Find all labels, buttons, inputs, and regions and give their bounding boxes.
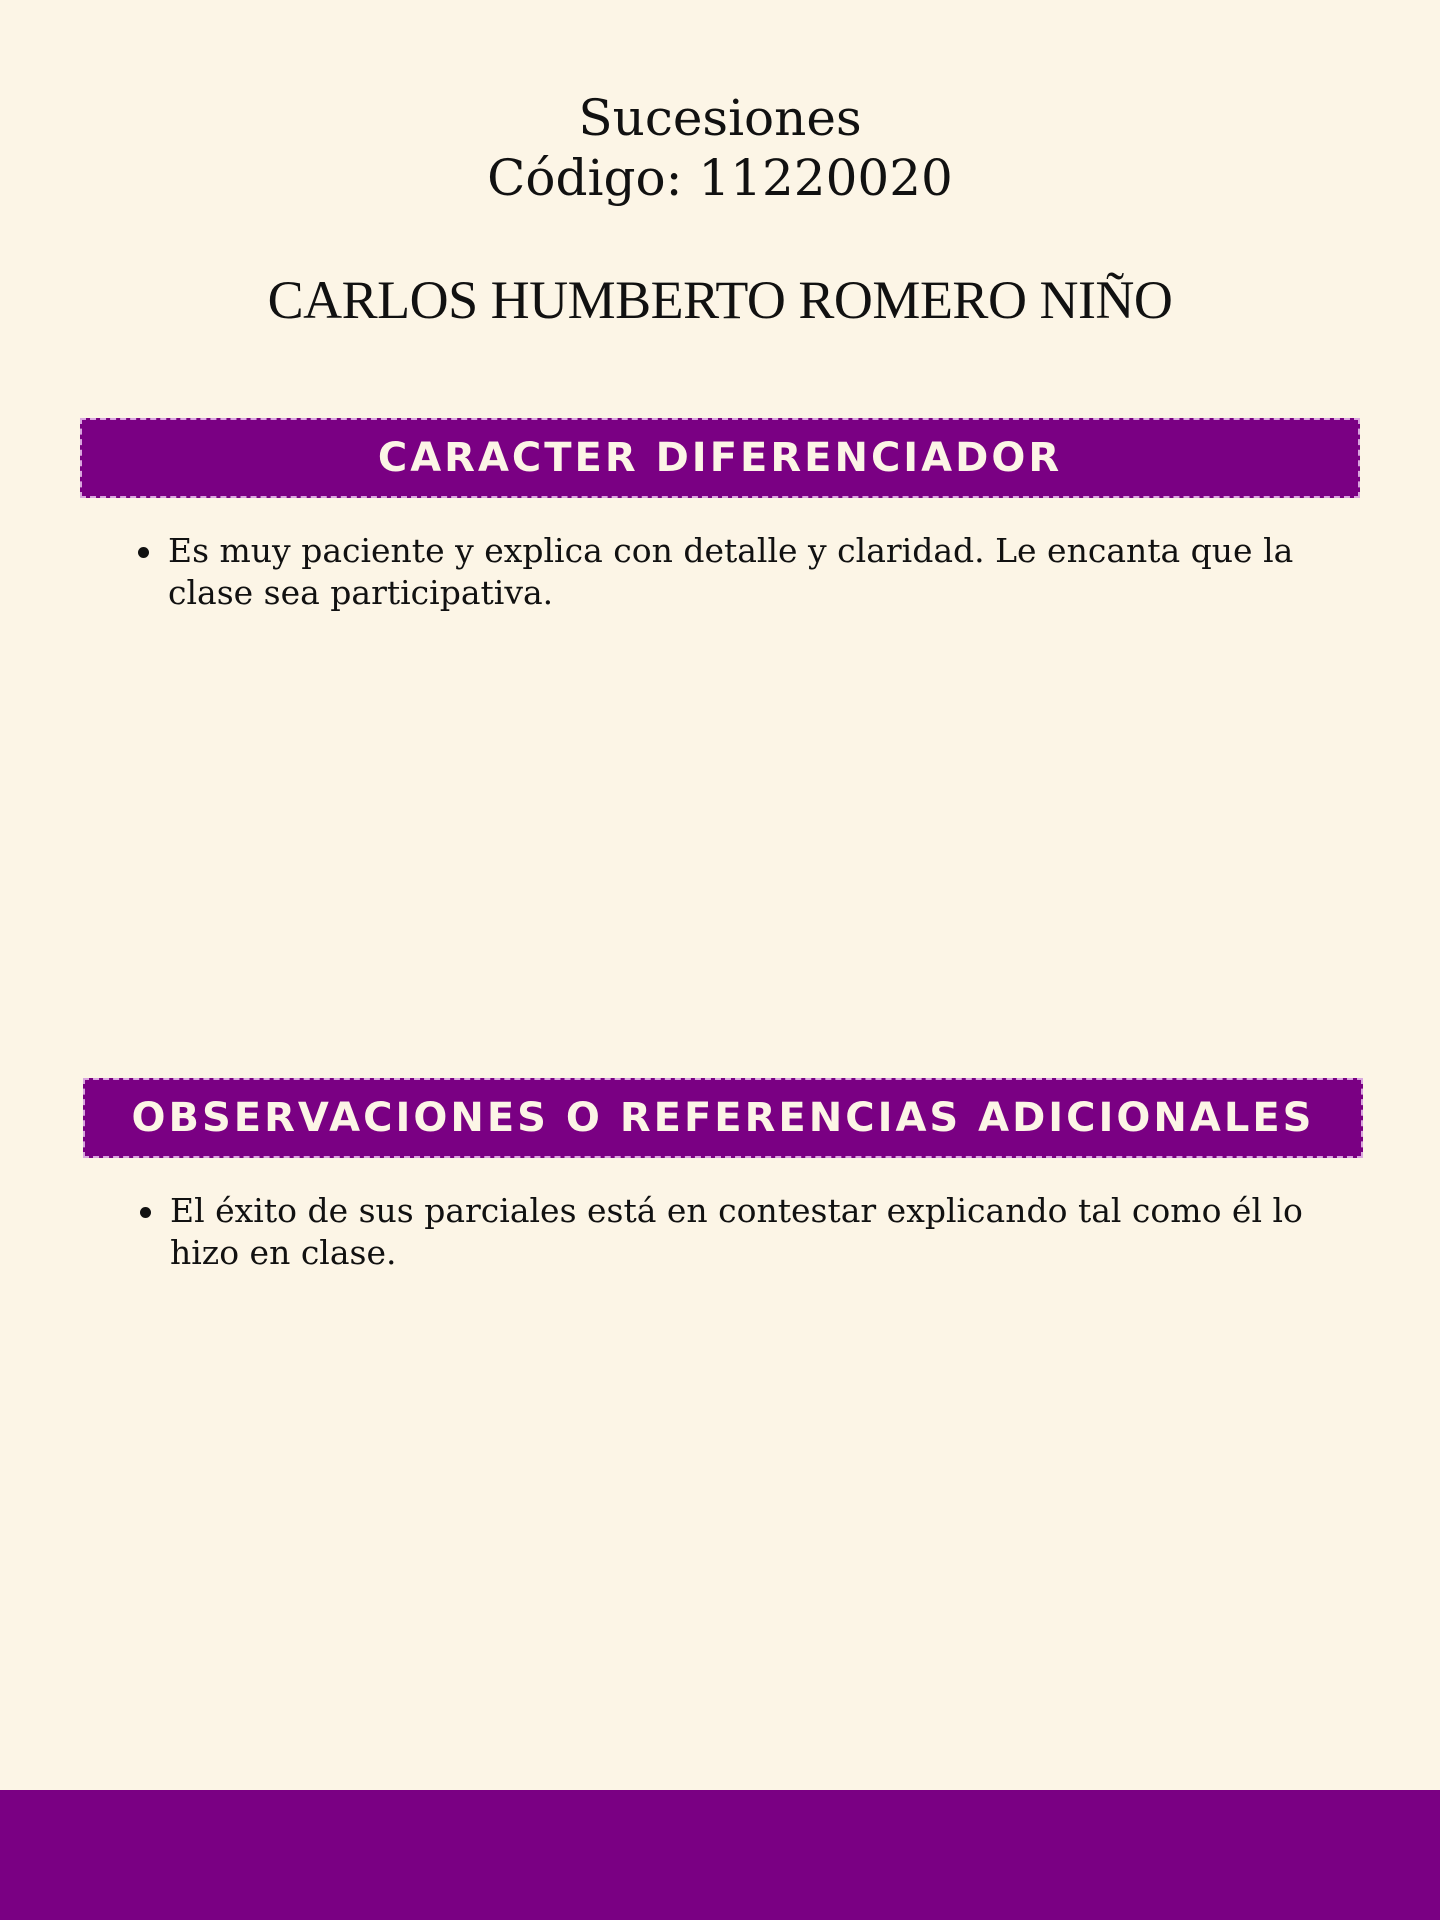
professor-name: CARLOS HUMBERTO ROMERO NIÑO bbox=[267, 270, 1173, 330]
caracter-list bbox=[138, 530, 1318, 614]
section-banner-observaciones bbox=[83, 1078, 1363, 1158]
list-item-text: El éxito de sus parciales está en contestar explicando tal como él lo hizo en clase. bbox=[170, 1191, 1303, 1272]
footer-bar bbox=[0, 1790, 1440, 1920]
observaciones-list bbox=[140, 1190, 1320, 1274]
course-name: Sucesiones bbox=[578, 89, 862, 147]
section-title-observaciones: OBSERVACIONES O REFERENCIAS ADICIONALES bbox=[131, 1095, 1315, 1141]
list-item bbox=[138, 530, 1318, 614]
bullet-icon bbox=[140, 1207, 151, 1218]
document-header bbox=[0, 88, 1440, 208]
list-item-text: Es muy paciente y explica con detalle y claridad. Le encanta que la clase sea participativa. bbox=[168, 531, 1294, 612]
section-title-caracter: CARACTER DIFERENCIADOR bbox=[377, 435, 1063, 481]
bullet-icon bbox=[138, 547, 149, 558]
course-code: Código: 11220020 bbox=[487, 149, 953, 207]
section-banner-caracter bbox=[80, 418, 1360, 498]
list-item bbox=[140, 1190, 1320, 1274]
